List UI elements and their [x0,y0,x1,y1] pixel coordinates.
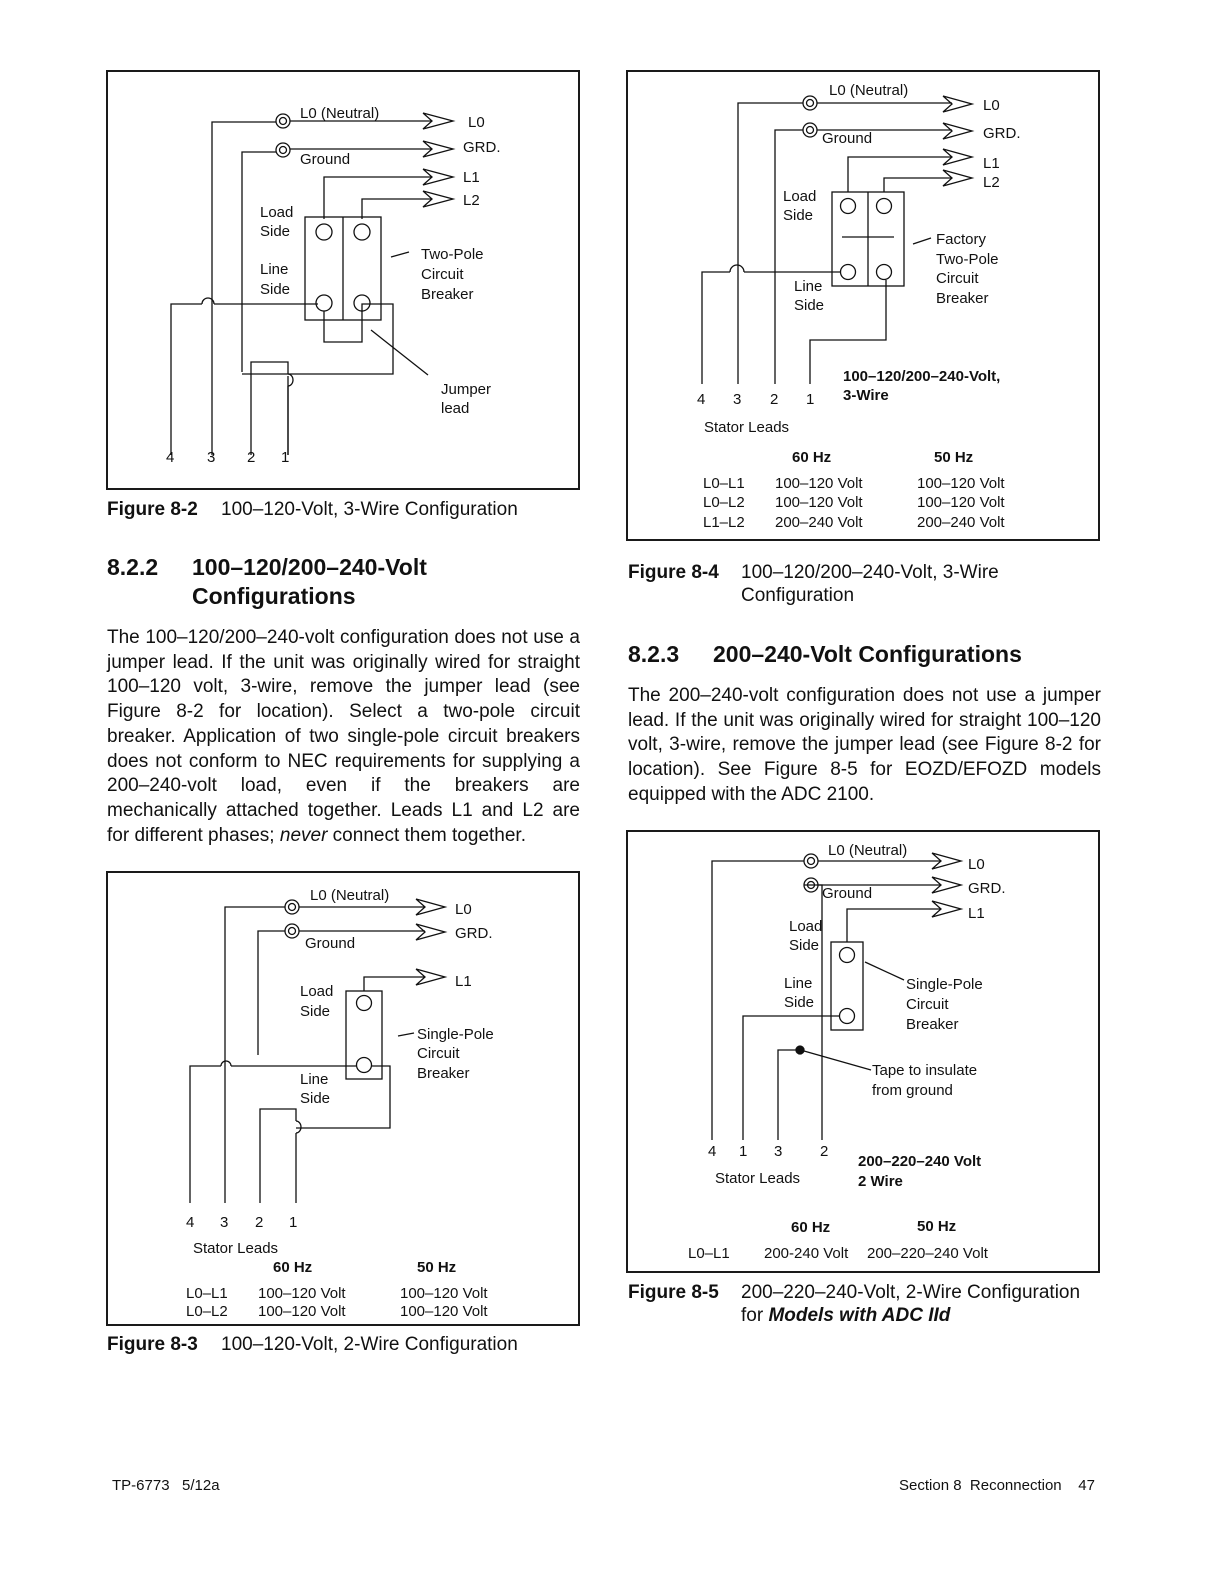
l0-output-label: L0 [983,97,1000,114]
line-side-label: Side [794,297,825,314]
l2-output-label: L2 [983,174,1000,191]
l0-neutral-label: L0 (Neutral) [310,887,390,904]
load-label: Load [783,188,817,205]
figure-title-line-1: 100–120/200–240-Volt, 3-Wire [741,562,999,583]
l1-output-label: L1 [455,973,472,990]
table-cell: 200–240 Volt [775,514,863,531]
stator-lead-2: 2 [770,391,779,408]
stator-lead-1: 1 [289,1214,298,1231]
footer-document-id: TP-6773 5/12a [112,1477,220,1494]
breaker-label: Breaker [936,290,989,307]
stator-lead-2: 2 [255,1214,264,1231]
grd-output-label: GRD. [463,139,501,156]
stator-lead-2: 2 [820,1143,829,1160]
table-row-label: L1–L2 [703,514,745,531]
figure-8-4-diagram [626,70,1100,541]
table-row-label: L0–L2 [186,1303,228,1320]
configuration-wire: 2 Wire [858,1173,903,1190]
stator-lead-4: 4 [186,1214,195,1231]
grd-output-label: GRD. [455,925,493,942]
jumper-label: Jumper [441,381,492,398]
stator-lead-4: 4 [166,449,175,466]
stator-lead-3: 3 [207,449,216,466]
table-cell: 100–120 Volt [258,1285,346,1302]
figure-number: Figure 8-5 [628,1282,719,1303]
figure-8-3-diagram [106,871,580,1326]
line-side-label: Side [300,1090,331,1107]
stator-lead-4: 4 [697,391,706,408]
load-side-label: Side [300,1003,331,1020]
figure-8-2-diagram [106,70,580,490]
figure-title: 100–120-Volt, 3-Wire Configuration [221,499,518,520]
table-cell: 100–120 Volt [400,1285,488,1302]
l0-neutral-label: L0 (Neutral) [828,842,908,859]
jumper-lead-label: lead [441,400,470,417]
breaker-label: Breaker [421,286,474,303]
table-row-label: L0–L1 [186,1285,228,1302]
section-title-line-1: 100–120/200–240-Volt [192,554,427,580]
load-label: Load [260,204,294,221]
tape-note-line-2: from ground [872,1082,953,1099]
stator-lead-1: 1 [806,391,815,408]
breaker-label: Breaker [906,1016,959,1033]
tape-note-line-1: Tape to insulate [872,1062,978,1079]
load-label: Load [789,918,823,935]
ground-label: Ground [305,935,356,952]
line-side-label: Side [784,994,815,1011]
table-cell: 200–220–240 Volt [867,1245,988,1262]
figure-title-emphasis: Models with ADC IId [768,1305,951,1326]
figure-number: Figure 8-3 [107,1334,198,1355]
section-number: 8.2.3 [628,641,680,667]
breaker-type-label: Single-Pole [417,1026,494,1043]
stator-leads-label: Stator Leads [193,1240,279,1257]
breaker-type-label: Single-Pole [906,976,983,993]
figure-number: Figure 8-4 [628,562,719,583]
breaker-circuit-label: Circuit [417,1045,460,1062]
l1-output-label: L1 [463,169,480,186]
figure-title-line-2: for Models with ADC IId [741,1305,951,1326]
stator-lead-4: 4 [708,1143,717,1160]
section-8-2-2-heading [107,553,581,613]
ground-label: Ground [822,130,873,147]
table-cell: 100–120 Volt [917,475,1005,492]
load-label: Load [300,983,334,1000]
ground-label: Ground [300,151,351,168]
load-side-label: Side [260,223,291,240]
l1-output-label: L1 [968,905,985,922]
figure-8-5-diagram [626,830,1100,1273]
stator-lead-3: 3 [733,391,742,408]
stator-lead-1: 1 [739,1143,748,1160]
line-side-label: Side [260,281,291,298]
table-row-label: L0–L1 [703,475,745,492]
section-title-line-2: Configurations [192,583,356,609]
section-8-2-2-paragraph: The 100–120/200–240-volt configuration does not use a jumper lead. If the unit was originally wired for straight 100–120 volt, 3-wire, remove the jumper lead (see Figure 8-2 for location). Select a two-pole circuit breaker. Application of two single-pole circuit breakers does not conform to NEC requirements for supplying a 200–240-volt load, even if the breakers are mechanically attached together. Leads L1 and L2 are for different phases; never connect them together. [107,627,580,846]
table-row-label: L0–L2 [703,494,745,511]
breaker-circuit-label: Circuit [936,270,979,287]
load-side-label: Side [789,937,820,954]
stator-lead-2: 2 [247,449,256,466]
table-cell: 100–120 Volt [775,475,863,492]
table-cell: 200–240 Volt [917,514,1005,531]
table-header-60hz: 60 Hz [791,1219,831,1236]
table-cell: 100–120 Volt [400,1303,488,1320]
load-side-label: Side [783,207,814,224]
figure-title-line-1: 200–220–240-Volt, 2-Wire Configuration [741,1282,1081,1303]
figure-number: Figure 8-2 [107,499,198,520]
l2-output-label: L2 [463,192,480,209]
table-header-60hz: 60 Hz [792,449,832,466]
figure-title-line-2: Configuration [741,585,855,606]
breaker-type-label: Two-Pole [936,251,999,268]
grd-output-label: GRD. [983,125,1021,142]
l0-output-label: L0 [968,856,985,873]
table-row-label: L0–L1 [688,1245,730,1262]
configuration-title: 200–220–240 Volt [858,1153,982,1170]
configuration-wire: 3-Wire [843,387,889,404]
table-cell: 100–120 Volt [775,494,863,511]
table-header-50hz: 50 Hz [917,1218,957,1235]
l1-output-label: L1 [983,155,1000,172]
configuration-title: 100–120/200–240-Volt, [843,368,1001,385]
ground-label: Ground [822,885,873,902]
breaker-circuit-label: Circuit [906,996,949,1013]
section-8-2-3-heading [628,640,1102,670]
line-label: Line [794,278,823,295]
stator-leads-label: Stator Leads [704,419,790,436]
line-label: Line [784,975,813,992]
breaker-factory-label: Factory [936,231,987,248]
line-label: Line [300,1071,329,1088]
figure-8-4-caption [628,561,1102,607]
table-header-50hz: 50 Hz [417,1259,457,1276]
table-cell: 100–120 Volt [917,494,1005,511]
section-number: 8.2.2 [107,554,159,580]
breaker-type-label: Two-Pole [421,246,484,263]
stator-lead-3: 3 [220,1214,229,1231]
table-cell: 100–120 Volt [258,1303,346,1320]
section-8-2-3-paragraph: The 200–240-volt configuration does not use a jumper lead. If the unit was originally wired for straight 100–120 volt, 3-wire, remove the jumper lead (see Figure 8-2 for location). See Figure 8-5 for EOZD/EFOZD models equipped with the ADC 2100. [628,685,1101,805]
breaker-label: Breaker [417,1065,470,1082]
figure-title: 100–120-Volt, 2-Wire Configuration [221,1334,518,1355]
footer-section-page: Section 8 Reconnection 47 [899,1477,1095,1494]
table-header-60hz: 60 Hz [273,1259,313,1276]
table-cell: 200-240 Volt [764,1245,849,1262]
grd-output-label: GRD. [968,880,1006,897]
l0-output-label: L0 [468,114,485,131]
stator-leads-label: Stator Leads [715,1170,801,1187]
section-title: 200–240-Volt Configurations [713,641,1022,667]
l0-output-label: L0 [455,901,472,918]
line-label: Line [260,261,289,278]
stator-lead-3: 3 [774,1143,783,1160]
emphasis-never: never [279,824,328,846]
stator-lead-1: 1 [281,449,290,466]
breaker-circuit-label: Circuit [421,266,464,283]
figure-8-5-caption [628,1281,1102,1327]
l0-neutral-label: L0 (Neutral) [300,105,380,122]
table-header-50hz: 50 Hz [934,449,974,466]
l0-neutral-label: L0 (Neutral) [829,82,909,99]
